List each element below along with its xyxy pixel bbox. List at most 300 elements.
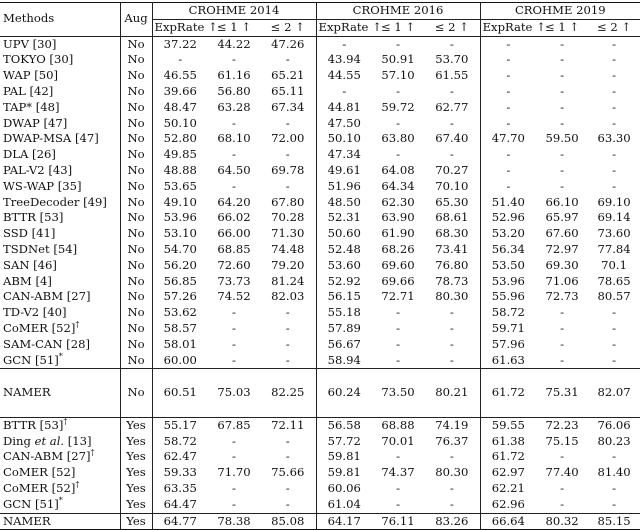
aug-value: No [120,84,152,100]
metric-cell: 73.50 [381,385,415,400]
metric-cell: - [396,480,400,495]
metric-cell: 59.33 [163,465,197,480]
metric-cell: 62.21 [480,481,536,497]
metric-cell: 69.30 [545,257,579,272]
metric-cell: 83.26 [424,513,480,530]
aug-value: No [120,321,152,337]
metric-cell: 75.31 [545,385,579,400]
method-name: NAMER [0,513,120,530]
metric-cell: 53.96 [480,274,536,290]
metric-cell: - [316,84,372,100]
row-gap [0,369,640,385]
metric-cell: - [560,336,565,351]
metric-cell: 69.60 [381,257,415,272]
results-table [0,2,640,530]
metric-cell: - [480,100,536,116]
metric-cell: - [285,449,290,464]
metric-cell: - [480,163,536,179]
metric-cell: - [480,84,536,100]
method-name: TAP* [48] [3,99,60,114]
metric-cell: 53.65 [163,178,197,193]
aug-value: No [120,385,152,401]
metric-cell: - [612,336,617,351]
metric-cell: - [372,36,424,52]
metric-cell: 70.01 [381,433,415,448]
metric-cell: - [560,147,565,162]
method-name: CAN-ABM [27]† [3,448,95,464]
metric-cell: 76.11 [372,513,424,530]
table-row [0,131,640,147]
metric-cell: 60.06 [316,481,372,497]
metric-cell: 76.06 [588,417,640,433]
metric-cell: - [285,433,290,448]
metric-cell: 61.72 [480,449,536,465]
table-row [0,417,640,433]
metric-cell: 72.97 [545,241,579,256]
metric-cell: - [232,305,236,320]
metric-cell: - [560,162,565,177]
metric-cell: 57.96 [480,337,536,353]
method-name: WS-WAP [35] [3,178,82,193]
metric-cell: 64.17 [316,513,372,530]
metric-cell: - [588,36,640,52]
metric-cell: 65.30 [435,194,469,209]
metric-cell: 69.78 [271,162,305,177]
table-row [0,321,640,337]
metric-cell: 59.55 [480,417,536,433]
metric-cell: 53.60 [316,258,372,274]
method-name: DLA [26] [3,147,56,162]
metric-cell: 61.38 [480,434,536,450]
metric-cell: - [560,99,565,114]
metric-cell: - [612,147,617,162]
metric-cell: 58.94 [316,353,372,369]
metric-cell: - [396,320,400,335]
table-row [0,274,640,290]
table-row [0,179,640,195]
metric-cell: - [612,178,617,193]
metric-cell: - [396,305,400,320]
metric-cell: 56.85 [163,273,197,288]
metric-cell: 68.61 [435,210,469,225]
table-row [0,116,640,132]
metric-cell: 48.50 [316,195,372,211]
aug-value: No [120,353,152,369]
metric-cell: 79.20 [271,257,305,272]
metric-cell: - [396,336,400,351]
metric-cell: 59.81 [316,465,372,481]
metric-cell: 65.11 [271,83,305,98]
metric-cell: 64.47 [163,496,197,511]
table-row [0,163,640,179]
header-crohme-2019: CROHME 2019 [480,3,640,20]
metric-cell: 67.60 [545,226,579,241]
table-row [0,353,640,369]
metric-cell: 50.91 [381,52,415,67]
metric-cell: - [449,336,454,351]
metric-cell: - [560,178,565,193]
metric-cell: - [396,83,400,98]
metric-cell: 44.22 [208,36,260,52]
method-name: GCN [51]* [3,495,63,511]
table-row [0,258,640,274]
metric-cell: 52.92 [316,274,372,290]
metric-cell: - [612,305,617,320]
method-name: TSDNet [54] [3,241,78,256]
metric-cell: 70.28 [271,210,305,225]
metric-cell: 59.81 [316,449,372,465]
metric-cell: - [560,352,565,367]
metric-cell: 56.67 [316,337,372,353]
metric-cell: 55.17 [152,417,208,433]
metric-cell: - [232,178,236,193]
metric-cell: 68.85 [217,241,251,256]
method-name: CAN-ABM [27] [3,289,91,304]
metric-cell: - [232,320,236,335]
metric-cell: 53.62 [163,305,197,320]
metric-cell: 43.94 [316,52,372,68]
metric-cell: - [560,68,565,83]
metric-cell: - [232,147,236,162]
metric-cell: 58.01 [163,336,197,351]
aug-value: No [120,337,152,353]
aug-value: Yes [120,449,152,465]
metric-cell: - [285,178,290,193]
metric-cell: 66.10 [545,194,579,209]
table-row [0,68,640,84]
metric-cell: - [560,449,565,464]
method-name: ABM [4] [3,273,52,288]
metric-cell: - [285,336,290,351]
metric-cell: - [285,115,290,130]
method-name: TreeDecoder [49] [3,194,107,209]
metric-cell: 78.38 [208,513,260,530]
metric-cell: 44.55 [316,68,372,84]
method-name: SAM-CAN [28] [3,336,90,351]
method-name: SSD [41] [3,226,56,241]
metric-cell: - [480,116,536,132]
metric-cell: 70.10 [435,178,469,193]
method-name: CoMER [52]† [3,320,80,335]
aug-value: No [120,242,152,258]
metric-cell: 50.60 [316,226,372,242]
metric-cell: 48.47 [163,99,197,114]
metric-cell: 52.80 [163,131,197,146]
metric-cell: 80.32 [536,513,588,530]
metric-cell: 68.88 [372,417,424,433]
metric-cell: - [480,147,536,163]
metric-cell: 62.96 [480,497,536,513]
metric-cell: 60.00 [163,352,197,367]
metric-cell: 76.80 [435,257,469,272]
metric-cell: 68.26 [381,241,415,256]
metric-cell: 58.72 [480,305,536,321]
metric-cell: - [612,352,617,367]
metric-cell: 61.63 [480,353,536,369]
metric-cell: - [560,320,565,335]
metric-cell: 80.23 [597,433,631,448]
metric-cell: - [449,83,454,98]
method-name: PAL-V2 [43] [3,162,73,177]
aug-value: Yes [120,513,152,530]
metric-cell: - [560,480,565,495]
metric-cell: - [449,449,454,464]
metric-cell: 56.15 [316,289,372,305]
header-le1-2014: ≤ 1 ↑ [216,19,252,34]
metric-cell: 69.10 [597,194,631,209]
metric-cell: - [612,83,617,98]
metric-cell: 54.70 [163,241,197,256]
metric-cell: 48.88 [163,162,197,177]
metric-cell: 80.30 [435,289,469,304]
method-name: SAN [46] [3,257,57,272]
metric-cell: 82.25 [271,385,305,400]
metric-cell: - [396,496,400,511]
metric-cell: 74.19 [424,417,480,433]
metric-cell: 74.37 [381,465,415,480]
metric-cell: - [612,320,617,335]
metric-cell: 52.48 [316,242,372,258]
metric-cell: 72.71 [381,289,415,304]
metric-cell: - [449,305,454,320]
metric-cell: - [612,480,617,495]
metric-cell: 72.11 [260,417,316,433]
aug-value: No [120,226,152,242]
metric-cell: 63.30 [597,131,631,146]
metric-cell: 77.84 [597,241,631,256]
metric-cell: 53.50 [480,258,536,274]
method-name: CoMER [52] [3,465,76,480]
metric-cell: 50.10 [316,131,372,147]
metric-cell: 72.23 [536,417,588,433]
metric-cell: 71.70 [217,465,251,480]
method-name: BTTR [53] [3,210,64,225]
method-name: UPV [30] [0,36,120,52]
metric-cell: 62.77 [435,99,469,114]
metric-cell: 67.40 [435,131,469,146]
metric-cell: 62.47 [163,449,197,464]
metric-cell: - [449,352,454,367]
aug-value: No [120,100,152,116]
metric-cell: - [480,52,536,68]
metric-cell: - [449,147,454,162]
metric-cell: - [612,115,617,130]
metric-cell: 80.21 [435,385,469,400]
metric-cell: 68.30 [435,226,469,241]
metric-cell: - [396,147,400,162]
metric-cell: 39.66 [163,83,197,98]
metric-cell: 63.80 [381,131,415,146]
method-name: NAMER [3,385,51,400]
metric-cell: 56.34 [480,242,536,258]
metric-cell: 61.04 [316,497,372,513]
metric-cell: 47.26 [260,36,316,52]
header-row-datasets [0,3,640,20]
metric-cell: 64.50 [217,162,251,177]
metric-cell: 57.72 [316,434,372,450]
metric-cell: 56.58 [316,417,372,433]
method-name: WAP [50] [3,68,58,83]
metric-cell: - [560,83,565,98]
metric-cell: 55.96 [480,289,536,305]
table-row [0,434,640,450]
method-name: DWAP-MSA [47] [3,131,99,146]
metric-cell: 74.52 [217,289,251,304]
metric-cell: - [560,52,565,67]
metric-cell: 59.71 [480,321,536,337]
aug-value: Yes [120,481,152,497]
aug-value: No [120,131,152,147]
metric-cell: 51.96 [316,179,372,195]
table-row [0,84,640,100]
metric-cell: 77.40 [545,465,579,480]
metric-cell: 75.03 [217,385,251,400]
metric-cell: 78.65 [597,273,631,288]
metric-cell: 71.06 [545,273,579,288]
header-crohme-2016: CROHME 2016 [316,3,480,20]
metric-cell: 70.1 [601,257,627,272]
table-row [0,210,640,226]
aug-value: No [120,163,152,179]
namer-row-no-aug [0,385,640,401]
table-row [0,449,640,465]
metric-cell: 58.72 [163,433,197,448]
metric-cell: 57.10 [381,68,415,83]
aug-value: No [120,147,152,163]
header-exprate-2016: ExpRate ↑ [316,19,372,36]
header-le1-2016: ≤ 1 ↑ [380,19,416,34]
metric-cell: - [285,480,290,495]
table-row [0,226,640,242]
aug-value: Yes [120,465,152,481]
metric-cell: 80.30 [435,465,469,480]
metric-cell: - [449,320,454,335]
table-row [0,242,640,258]
metric-cell: 60.24 [316,385,372,401]
metric-cell: - [449,480,454,495]
metric-cell: - [232,115,236,130]
metric-cell: 66.00 [217,226,251,241]
metric-cell: 85.08 [260,513,316,530]
metric-cell: 53.10 [163,226,197,241]
metric-cell: 85.15 [588,513,640,530]
aug-value: No [120,179,152,195]
aug-value: Yes [120,434,152,450]
method-name: BTTR [53]† [0,417,120,433]
metric-cell: 75.66 [271,465,305,480]
metric-cell: 58.57 [163,320,197,335]
metric-cell: 49.61 [316,163,372,179]
metric-cell: 66.64 [480,513,536,530]
metric-cell: 62.30 [381,194,415,209]
metric-cell: 61.16 [217,68,251,83]
table-row [0,337,640,353]
aug-value: Yes [120,417,152,433]
metric-cell: 51.40 [480,195,536,211]
metric-cell: - [480,68,536,84]
table-row [0,305,640,321]
metric-cell: 44.81 [316,100,372,116]
aug-value: No [120,36,152,52]
metric-cell: - [285,305,290,320]
metric-cell: - [480,36,536,52]
metric-cell: 80.57 [597,289,631,304]
metric-cell: - [285,352,290,367]
metric-cell: - [449,496,454,511]
metric-cell: 62.97 [480,465,536,481]
metric-cell: 52.31 [316,210,372,226]
metric-cell: 82.03 [271,289,305,304]
metric-cell: 47.34 [316,147,372,163]
metric-cell: - [480,179,536,195]
metric-cell: - [316,36,372,52]
metric-cell: - [612,496,617,511]
namer-row-aug [0,513,640,530]
metric-cell: - [449,115,454,130]
table-row [0,289,640,305]
metric-cell: 73.60 [597,226,631,241]
metric-cell: - [424,36,480,52]
aug-value: Yes [120,497,152,513]
metric-cell: 55.18 [316,305,372,321]
metric-cell: 47.70 [480,131,536,147]
method-name: TOKYO [30] [3,52,74,67]
metric-cell: 61.55 [435,68,469,83]
metric-cell: - [232,336,236,351]
metric-cell: 60.51 [163,385,197,400]
metric-cell: 61.90 [381,226,415,241]
metric-cell: 68.10 [217,131,251,146]
aug-value: No [120,289,152,305]
aug-value: No [120,305,152,321]
metric-cell: 53.20 [480,226,536,242]
metric-cell: - [612,68,617,83]
table-row [0,195,640,211]
aug-value: No [120,195,152,211]
metric-cell: 63.90 [381,210,415,225]
metric-cell: 50.10 [163,115,197,130]
method-name: GCN [51]* [3,351,63,367]
metric-cell: 76.37 [435,433,469,448]
method-name: CoMER [52]† [3,480,80,495]
metric-cell: 72.00 [271,131,305,146]
metric-cell: 56.80 [217,83,251,98]
metric-cell: - [232,480,236,495]
table-row [0,147,640,163]
metric-cell: 71.30 [271,226,305,241]
metric-cell: - [232,496,236,511]
metric-cell: 72.73 [545,289,579,304]
method-name: TD-V2 [40] [3,305,67,320]
metric-cell: 56.20 [163,257,197,272]
metric-cell: 65.97 [545,210,579,225]
metric-cell: 59.50 [545,131,579,146]
header-le2-2019: ≤ 2 ↑ [596,19,632,34]
table-row [0,465,640,481]
metric-cell: 63.35 [163,480,197,495]
aug-value: No [120,258,152,274]
metric-cell: - [560,305,565,320]
metric-cell: - [232,449,236,464]
row-gap [0,401,640,417]
metric-cell: - [285,320,290,335]
metric-cell: 61.72 [480,385,536,401]
metric-cell: 75.15 [545,433,579,448]
metric-cell: 37.22 [152,36,208,52]
header-crohme-2014: CROHME 2014 [152,3,316,20]
metric-cell: - [612,449,617,464]
metric-cell: - [285,147,290,162]
